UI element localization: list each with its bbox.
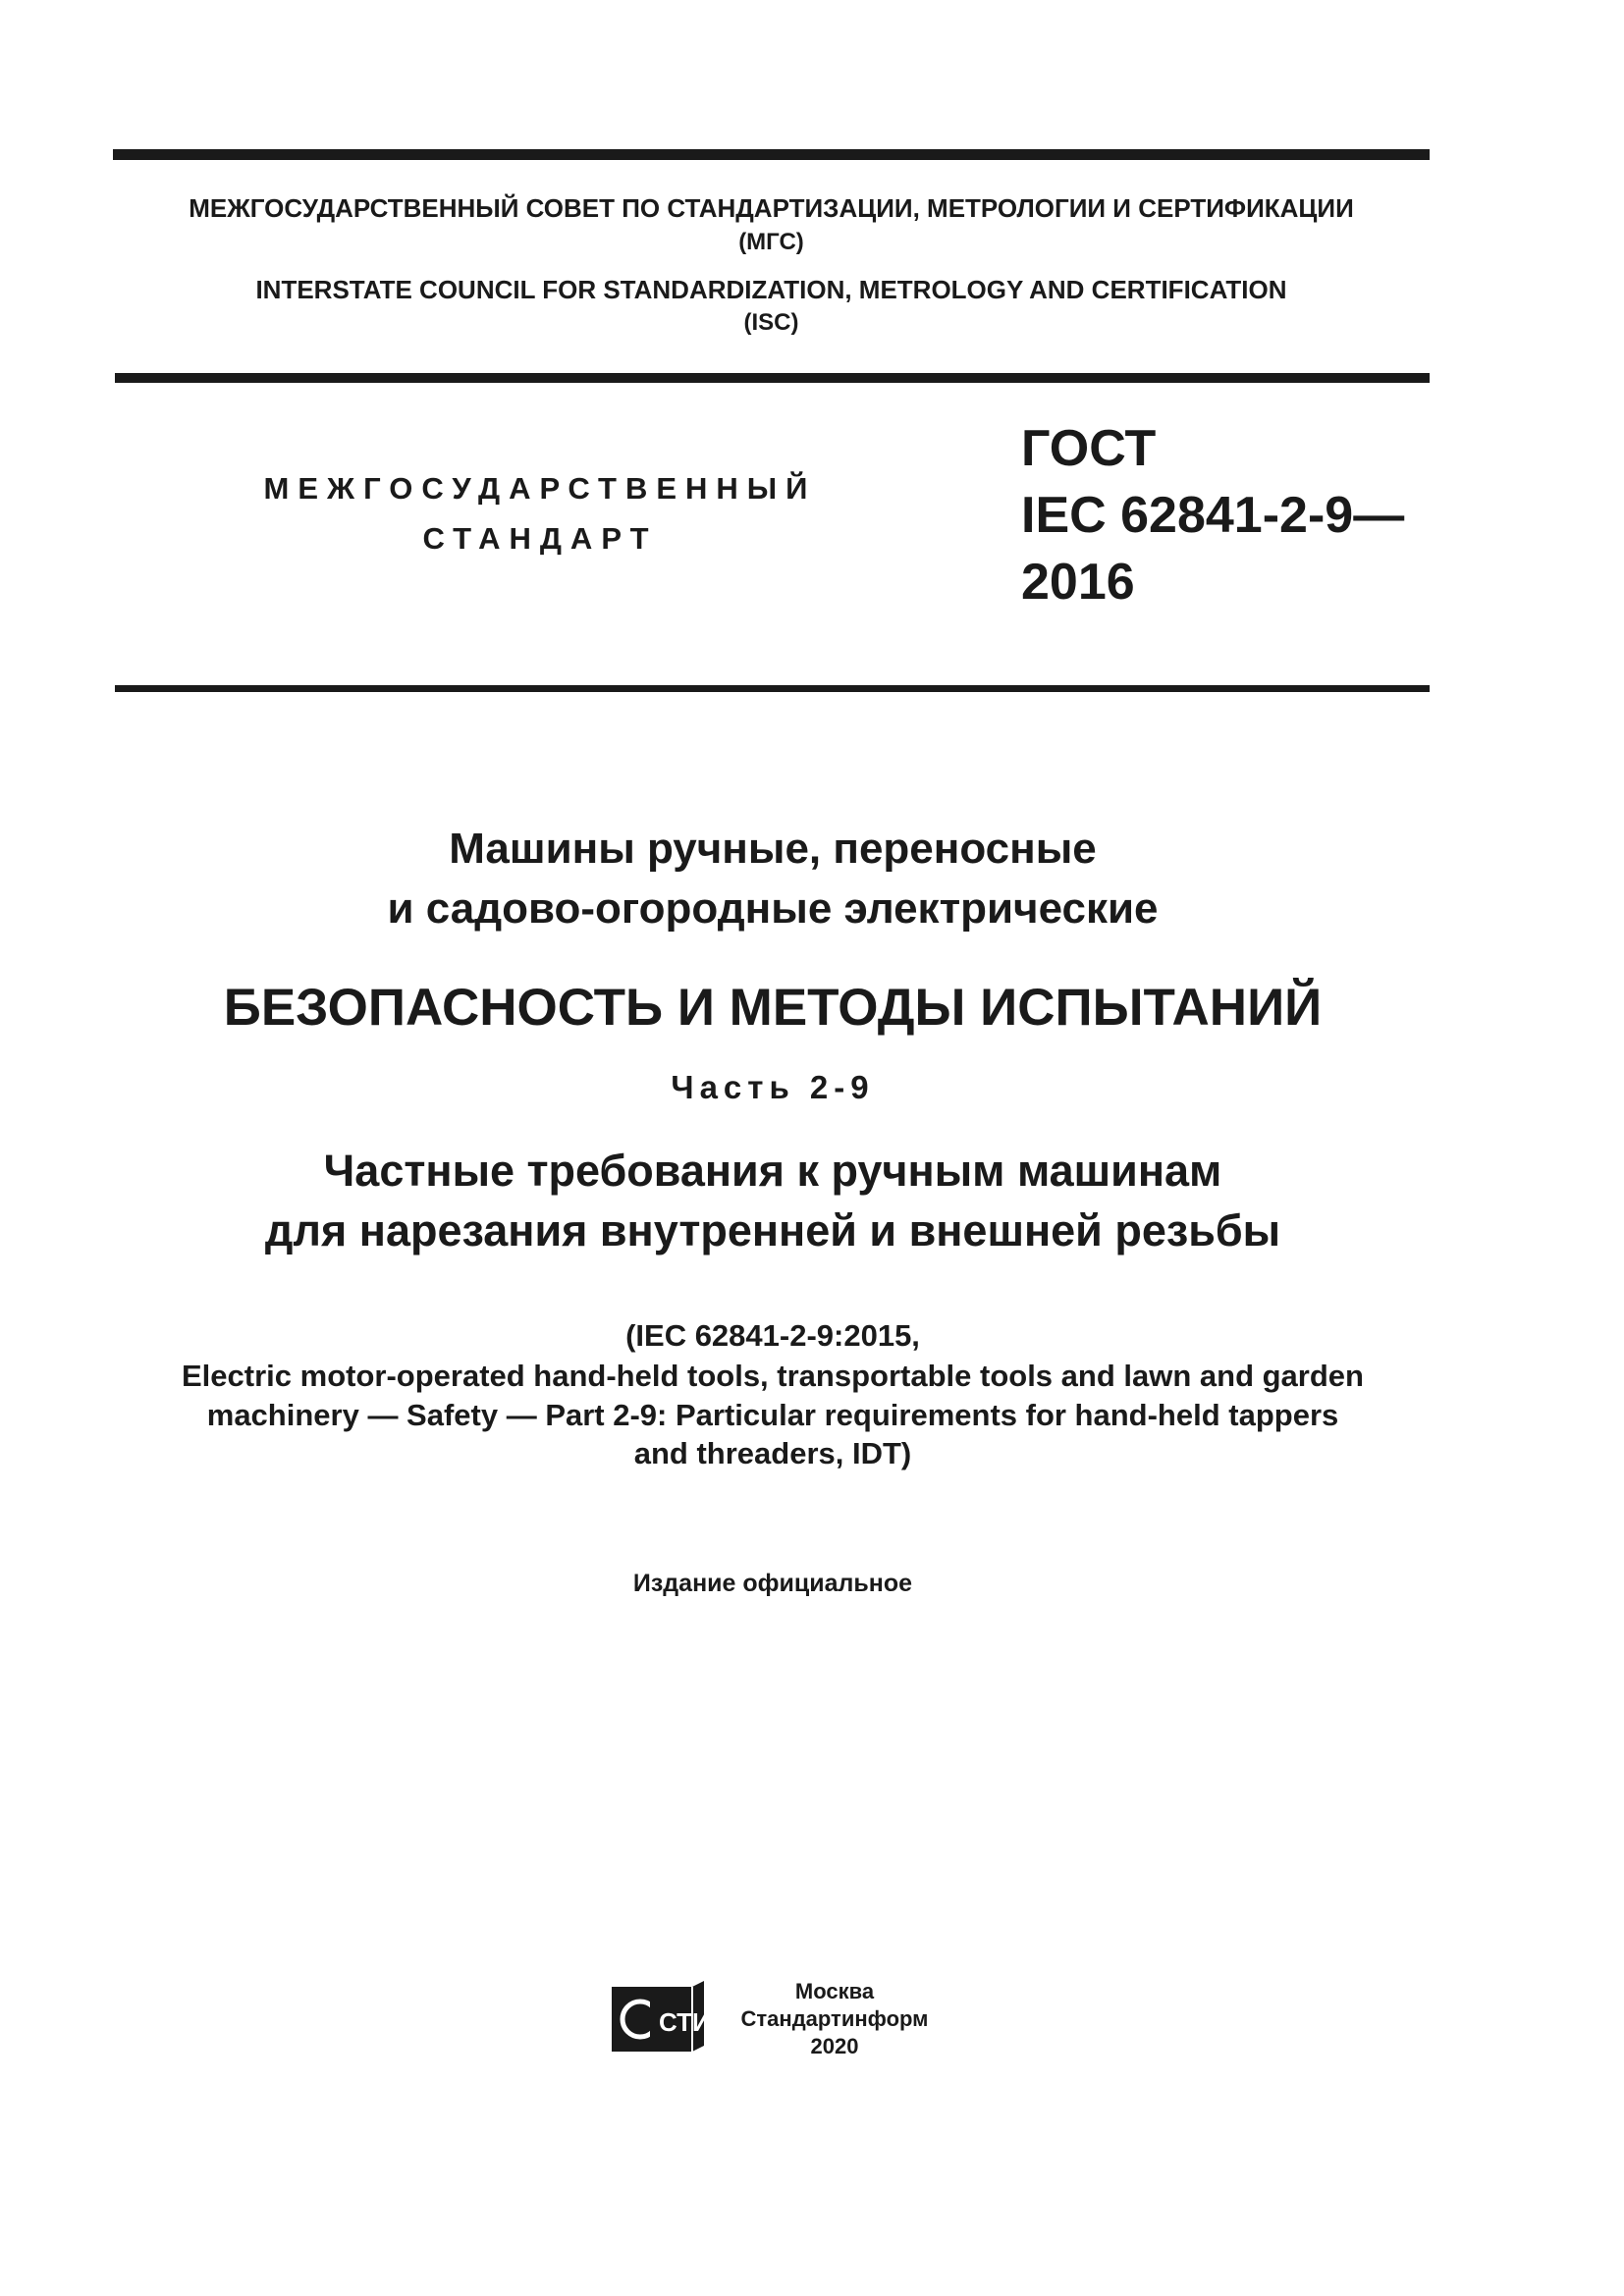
council-abbr-en: (ISC) bbox=[743, 309, 799, 336]
council-name-ru: МЕЖГОСУДАРСТВЕННЫЙ СОВЕТ ПО СТАНДАРТИЗАЦИИ, МЕТРОЛОГИИ И СЕРТИФИКАЦИИ bbox=[189, 193, 1354, 223]
edition-note: Издание официальное bbox=[632, 1570, 913, 1597]
publisher-city: Москва bbox=[794, 1979, 875, 2003]
iec-reference-line-2: Electric motor-operated hand-held tools, transportable tools and lawn and garden bbox=[182, 1359, 1364, 1393]
part-number: Часть 2-9 bbox=[671, 1069, 875, 1105]
iec-reference-line-1: (IEC 62841-2-9:2015, bbox=[625, 1318, 920, 1353]
publisher-name: Стандартинформ bbox=[740, 2006, 929, 2031]
title-main: БЕЗОПАСНОСТЬ И МЕТОДЫ ИСПЫТАНИЙ bbox=[223, 979, 1323, 1037]
standard-type-line-1: МЕЖГОСУДАРСТВЕННЫЙ bbox=[263, 471, 817, 506]
publisher-logo-letters: СТИ bbox=[659, 2007, 711, 2037]
iec-reference-line-4: and threaders, IDT) bbox=[633, 1436, 912, 1470]
council-name-en: INTERSTATE COUNCIL FOR STANDARDIZATION, METROLOGY AND CERTIFICATION bbox=[255, 275, 1287, 304]
title-line-2: и садово-огородные электрические bbox=[387, 884, 1159, 933]
subtitle-line-2: для нарезания внутренней и внешней резьбы bbox=[264, 1205, 1281, 1255]
standard-designation-gost: ГОСТ bbox=[1021, 420, 1157, 477]
top-rule bbox=[113, 149, 1430, 160]
iec-reference-line-3: machinery — Safety — Part 2-9: Particular requirements for hand-held tappers bbox=[206, 1398, 1339, 1432]
bottom-rule bbox=[115, 685, 1430, 692]
standard-type-line-2: СТАНДАРТ bbox=[422, 521, 658, 556]
middle-rule bbox=[115, 373, 1430, 383]
publication-year: 2020 bbox=[810, 2034, 859, 2058]
subtitle-line-1: Частные требования к ручным машинам bbox=[323, 1146, 1222, 1196]
title-line-1: Машины ручные, переносные bbox=[449, 825, 1097, 873]
publisher-logo-icon bbox=[611, 1980, 711, 2053]
standard-designation-year: 2016 bbox=[1021, 554, 1135, 611]
council-abbr-ru: (МГС) bbox=[738, 229, 804, 255]
standard-designation-number: IEC 62841-2-9— bbox=[1021, 487, 1405, 544]
